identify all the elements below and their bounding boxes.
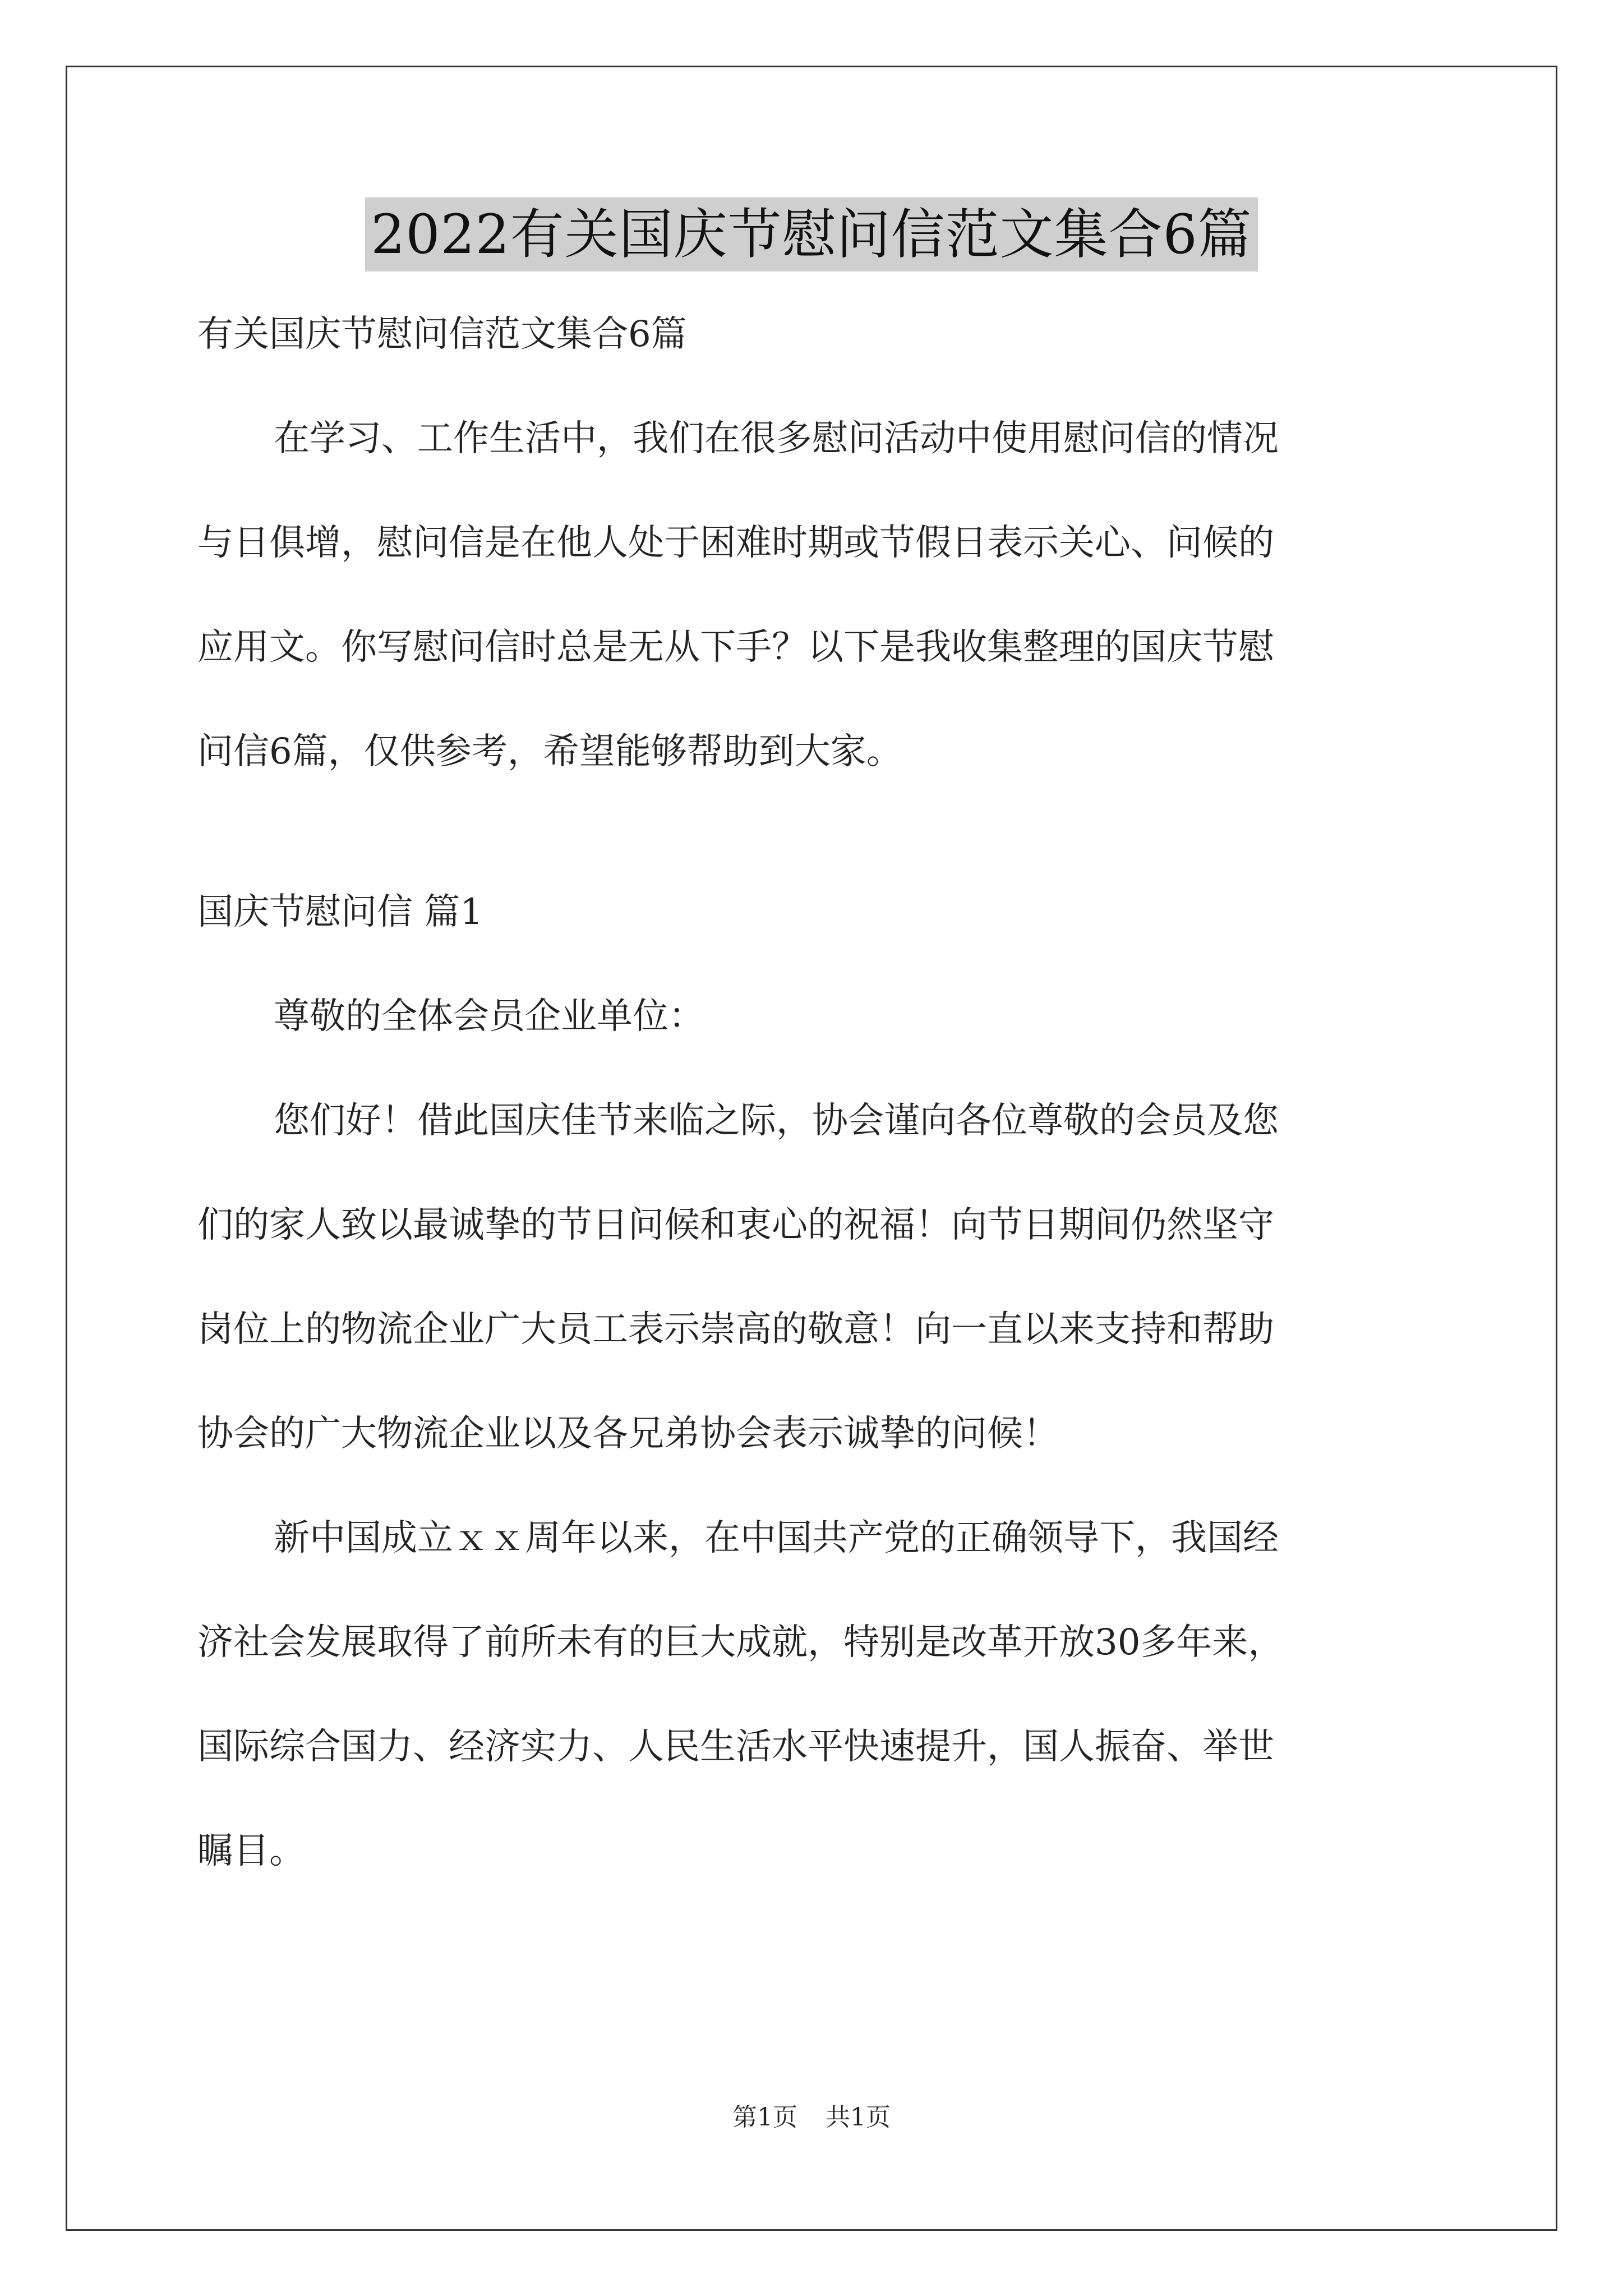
document-subtitle: 有关国庆节慰问信范文集合6篇 [197,314,687,355]
paragraph-line: 您们好！借此国庆佳节来临之际，协会谨向各位尊敬的会员及您 [274,1100,1279,1142]
salutation: 尊敬的全体会员企业单位： [274,996,704,1037]
page-footer [0,2101,1623,2134]
paragraph-line: 岗位上的物流企业广大员工表示崇高的敬意！向一直以来支持和帮助 [197,1309,1274,1350]
intro-line: 应用文。你写慰问信时总是无从下手？以下是我收集整理的国庆节慰 [197,627,1274,668]
title-container [0,197,1623,272]
document-title: 2022有关国庆节慰问信范文集合6篇 [365,197,1257,272]
intro-line: 问信6篇，仅供参考，希望能够帮助到大家。 [197,731,902,772]
page-number: 第1页 [732,2103,797,2132]
paragraph-line: 协会的广大物流企业以及各兄弟协会表示诚挚的问候！ [197,1413,1059,1455]
intro-line: 在学习、工作生活中，我们在很多慰问活动中使用慰问信的情况 [274,418,1279,459]
document-body [197,307,1431,1929]
section-heading: 国庆节慰问信 篇1 [197,891,483,933]
paragraph-line: 新中国成立ｘｘ周年以来，在中国共产党的正确领导下，我国经 [274,1517,1279,1559]
page-total: 共1页 [826,2103,891,2132]
paragraph-line: 国际综合国力、经济实力、人民生活水平快速提升，国人振奋、举世 [197,1726,1274,1768]
paragraph-line: 济社会发展取得了前所未有的巨大成就，特别是改革开放30多年来， [197,1622,1284,1663]
paragraph-line: 们的家人致以最诚挚的节日问候和衷心的祝福！向节日期间仍然坚守 [197,1204,1274,1246]
paragraph-line: 瞩目。 [197,1830,305,1872]
intro-line: 与日俱增，慰问信是在他人处于困难时期或节假日表示关心、问候的 [197,522,1274,564]
